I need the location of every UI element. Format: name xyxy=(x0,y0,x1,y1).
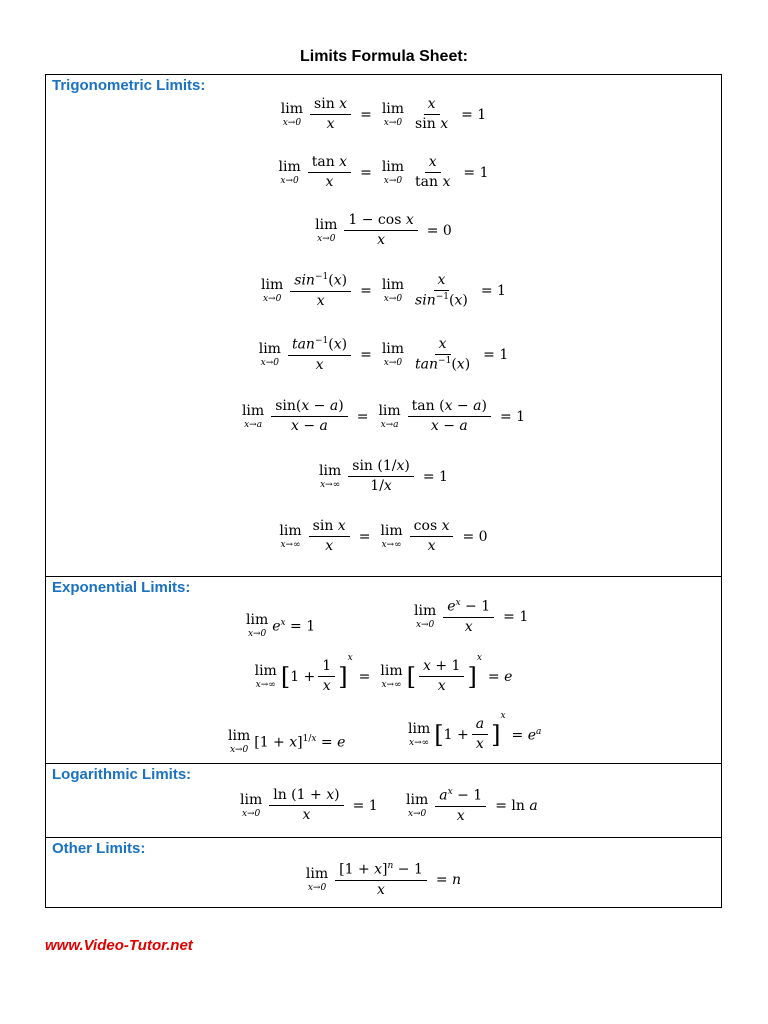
formula-exp-limit: lim x→0 $e^x = 1$ xyxy=(246,612,316,639)
formula-e-to-a: lim x→∞ [ 1 + $\frac{a}{x}$ ] x = $e^a$ xyxy=(408,711,542,753)
trig-section xyxy=(45,74,722,577)
formula-shift-a: lim x→a $\frac{\sin(x - a)}{x - a}$ = lim x→a $\frac{\tan (x - a)}{x - a}$ = 1 xyxy=(241,398,526,435)
formula-1-cosx: lim x→0 $\frac{\text{1 − cos x}}{x}$ = 0 xyxy=(315,212,452,249)
formula-arcsin: lim x→0 $\frac{\sin^{-1}(x)}{x}$ = lim x→0 $\frac{x}{\sin^{-1}(x)}$ = 1 xyxy=(261,272,506,310)
other-section xyxy=(45,837,722,908)
formula-one-plus-x: lim x→0 $[1 + x]^{1/x} = e$ xyxy=(228,728,346,755)
log-section xyxy=(45,763,722,838)
exp-heading: Exponential Limits: xyxy=(52,579,191,596)
log-heading: Logarithmic Limits: xyxy=(52,766,192,783)
formula-exp-minus-1: lim x→0 $\frac{e^x - 1}{x}$ = 1 xyxy=(414,598,529,636)
formula-sinx-over-x: lim x→0 $\frac{\text{sin x}}{x}$ = lim x→0 $\frac{x}{\text{sin x}}$ = 1 xyxy=(280,96,487,133)
formula-tanx-over-x: lim x→0 $\frac{\text{tan x}}{x}$ = lim x→0 $\frac{x}{\text{tan x}}$ = 1 xyxy=(278,154,489,191)
formula-a-to-x: lim x→0 $\frac{a^x - 1}{x}$ = ln a xyxy=(406,787,538,825)
footer-link[interactable]: www.Video-Tutor.net xyxy=(45,937,193,954)
page-title: Limits Formula Sheet: xyxy=(299,48,469,65)
exp-section xyxy=(45,576,722,764)
formula-infinity-trig: lim x→∞ $\frac{\text{sin x}}{x}$ = lim x→∞ $\frac{\text{cos x}}{x}$ = 0 xyxy=(279,518,488,555)
formula-arctan: lim x→0 $\frac{\tan^{-1}(x)}{x}$ = lim x→0 $\frac{x}{\tan^{-1}(x)}$ = 1 xyxy=(258,336,509,374)
trig-heading: Trigonometric Limits: xyxy=(52,77,206,94)
formula-sin-1-over-x: lim x→∞ $\frac{\sin (1/x)}{1/x}$ = 1 xyxy=(319,458,448,495)
formula-power-n: lim x→0 $\frac{[1 + x]^n - 1}{x}$ = n xyxy=(305,861,462,899)
formula-ln-1-plus-x: lim x→0 $\frac{\ln (1 + x)}{x}$ = 1 xyxy=(240,787,378,824)
formula-e-definition: lim x→∞ [ 1 + $\frac{1}{x}$ ] x = lim x→∞ [ $\frac{x + 1}{x}$ ] x = e xyxy=(254,653,513,695)
other-heading: Other Limits: xyxy=(52,840,146,857)
